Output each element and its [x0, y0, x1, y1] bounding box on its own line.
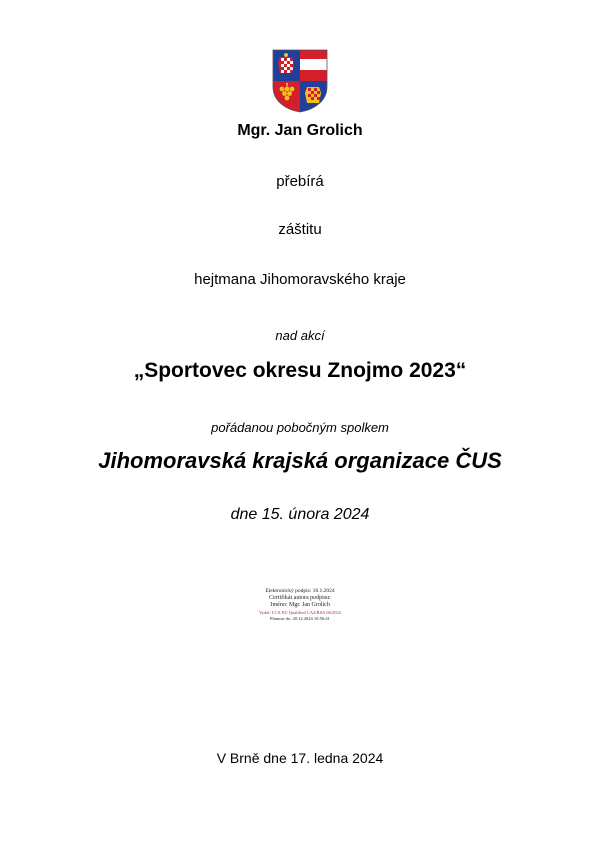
- signature-validity: Platnost do: 20.12.2024 10:56:41: [270, 615, 330, 621]
- signature-name: Jméno: Mgr. Jan Grolich: [270, 602, 330, 609]
- place-and-date: V Brně dne 17. ledna 2024: [216, 750, 384, 766]
- event-date: dne 15. února 2024: [230, 506, 370, 523]
- signature-issuer: Vydal: I.CA EU Qualified CA2/RSA 06/2022: [259, 609, 341, 615]
- governor-text: hejtmana Jihomoravského kraje: [194, 271, 406, 288]
- takes-over-text: přebírá: [276, 173, 324, 190]
- event-title: „Sportovec okresu Znojmo 2023“: [133, 359, 467, 382]
- electronic-signature-stamp: [230, 588, 370, 621]
- coat-of-arms-icon: [272, 49, 328, 113]
- patronage-text: záštitu: [278, 221, 322, 238]
- patron-name: Mgr. Jan Grolich: [237, 122, 363, 139]
- over-event-text: nad akcí: [275, 328, 325, 343]
- signature-certificate-label: Certifikát autora podpisu:: [269, 594, 331, 601]
- checkered-eagle-icon: [305, 87, 321, 103]
- organized-by-text: pořádanou pobočným spolkem: [211, 420, 389, 435]
- organization-name: Jihomoravská krajská organizace ČUS: [98, 448, 502, 473]
- signature-date: Elektronický podpis: 18.1.2024: [265, 588, 335, 594]
